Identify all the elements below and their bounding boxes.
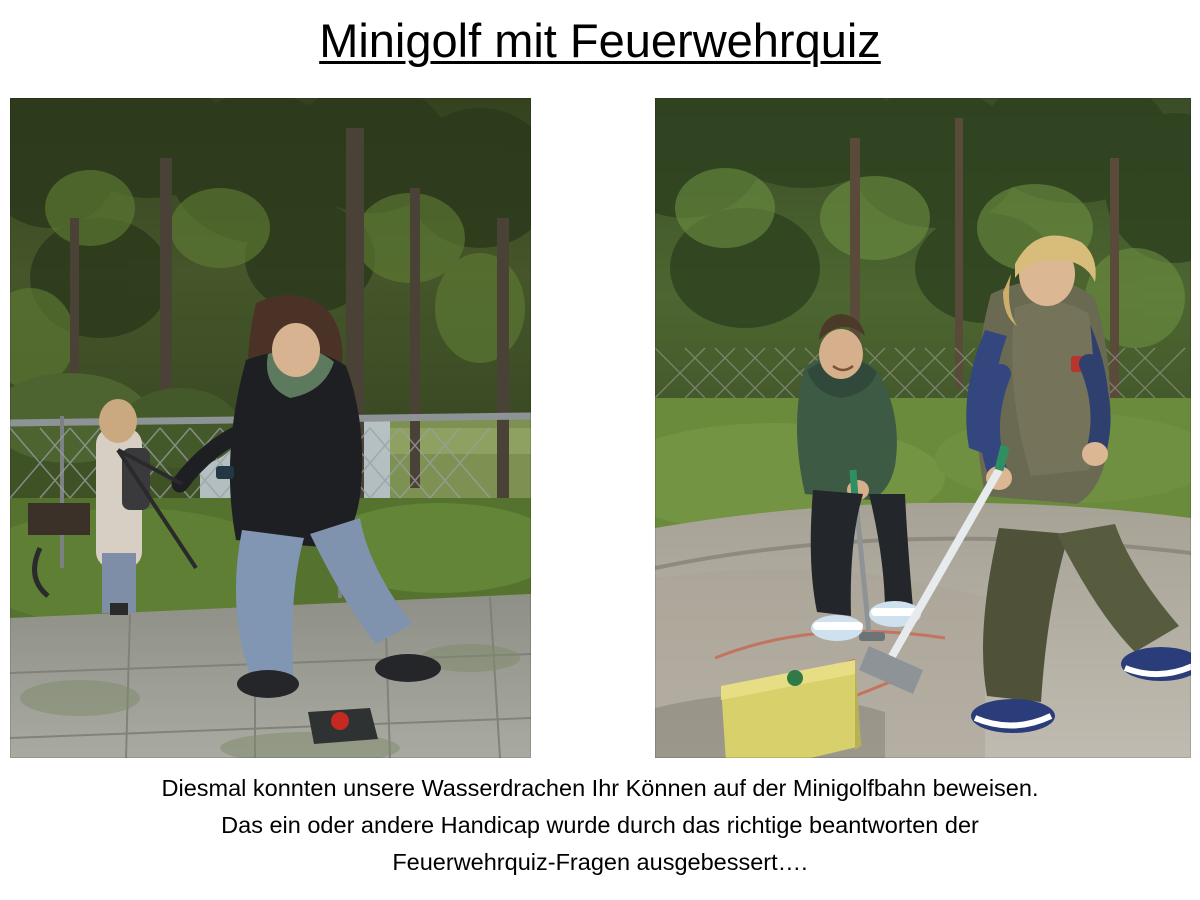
- caption-line-3: Feuerwehrquiz-Fragen ausgebessert….: [392, 849, 808, 875]
- photo-girl-putting-graphic: [10, 98, 531, 758]
- slide-caption: [0, 770, 1200, 881]
- photo-girl-putting: [10, 98, 531, 758]
- photo-two-boys-putting-graphic: [655, 98, 1191, 758]
- page-title-text: Minigolf mit Feuerwehrquiz: [319, 14, 881, 67]
- caption-line-1: Diesmal konnten unsere Wasserdrachen Ihr Können auf der Minigolfbahn beweisen.: [161, 775, 1039, 801]
- page-title: [0, 12, 1200, 70]
- photo-two-boys-putting: [655, 98, 1191, 758]
- photo-row: [0, 98, 1200, 760]
- caption-line-2: Das ein oder andere Handicap wurde durch das richtige beantworten der: [221, 812, 979, 838]
